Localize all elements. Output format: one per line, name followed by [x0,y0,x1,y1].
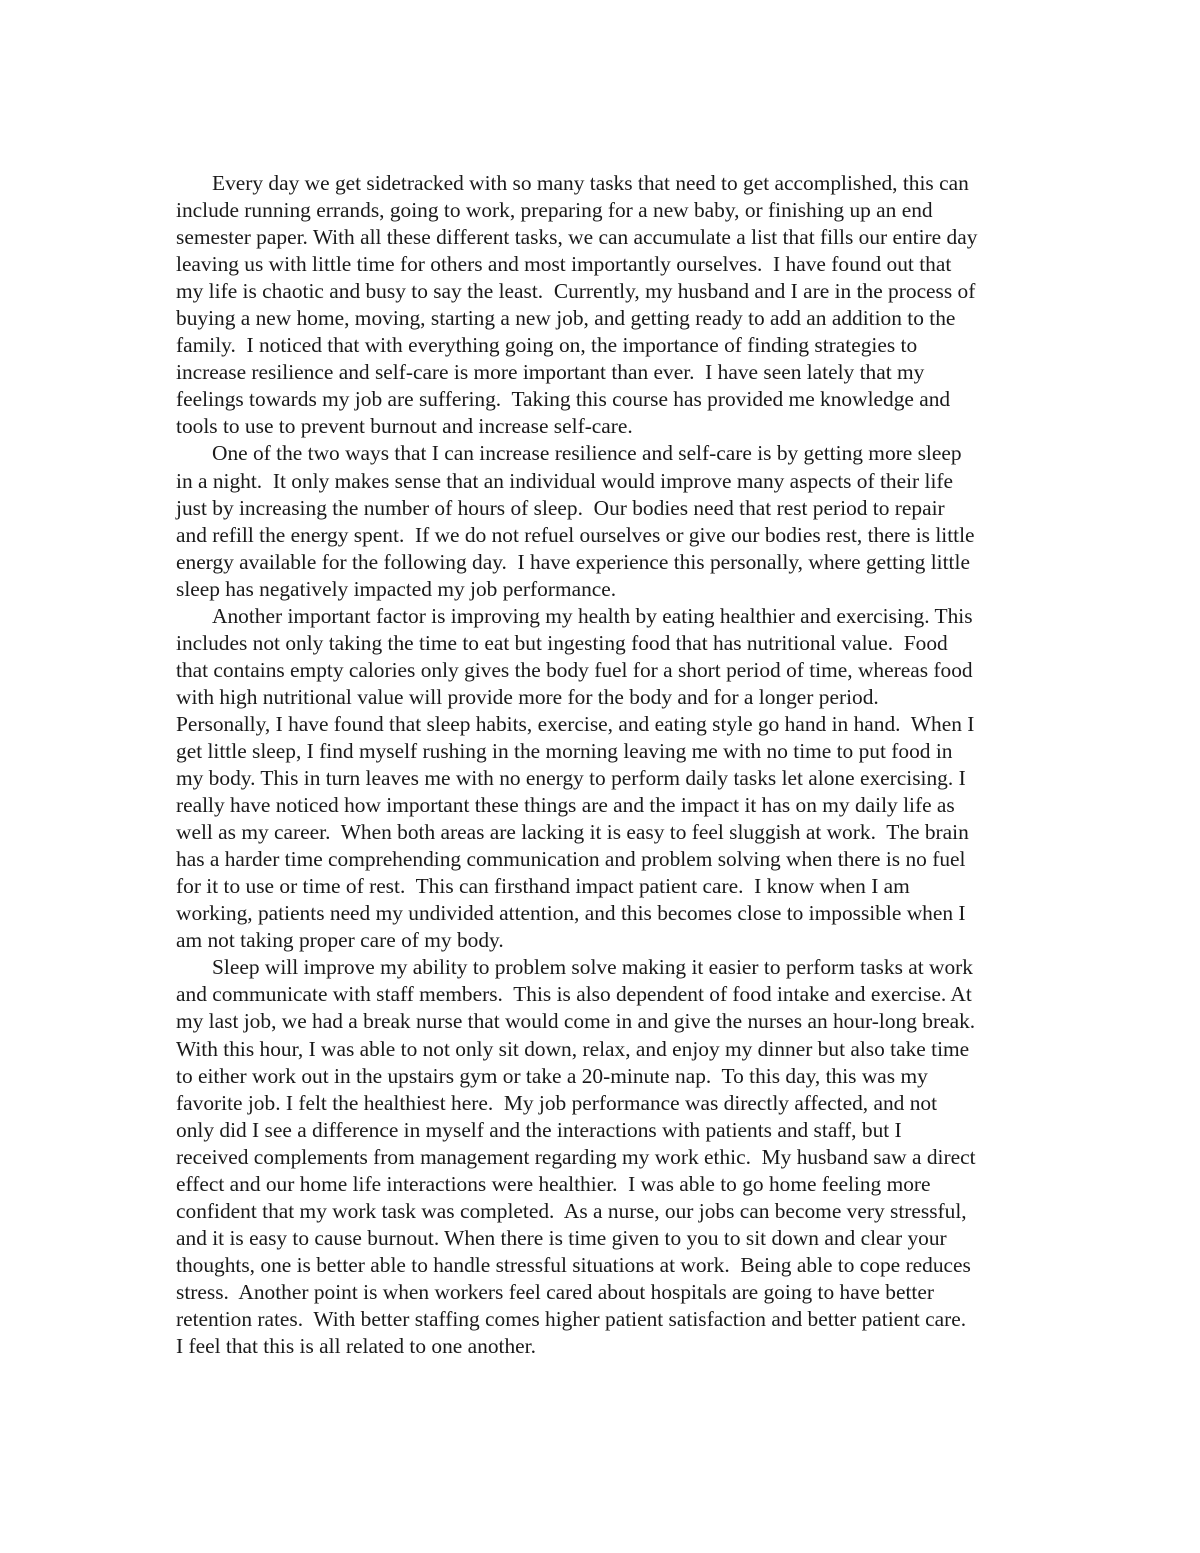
text-line: stress. Another point is when workers feel cared about hospitals are going to have better [176,1279,934,1304]
text-line: that contains empty calories only gives the body fuel for a short period of time, whereas food [176,657,973,682]
text-line: am not taking proper care of my body. [176,928,504,953]
text-line: I feel that this is all related to one another. [176,1334,536,1359]
text-line: get little sleep, I find myself rushing in the morning leaving me with no time to put food in [176,738,953,763]
document-body [176,170,1076,1360]
text-line: well as my career. When both areas are lacking it is easy to feel sluggish at work. The brain [176,820,969,845]
text-line: energy available for the following day. I have experience this personally, where getting little [176,549,970,574]
text-line: Another important factor is improving my health by eating healthier and exercising. This [212,603,973,628]
text-line: sleep has negatively impacted my job performance. [176,576,617,601]
text-line: for it to use or time of rest. This can firsthand impact patient care. I know when I am [176,874,910,899]
text-line: increase resilience and self-care is more important than ever. I have seen lately that my [176,360,925,385]
text-line: thoughts, one is better able to handle stressful situations at work. Being able to cope reduces [176,1252,971,1277]
text-line: my body. This in turn leaves me with no energy to perform daily tasks let alone exercising. I [176,766,966,791]
text-line: with high nutritional value will provide more for the body and for a longer period. [176,684,879,709]
text-line: retention rates. With better staffing comes higher patient satisfaction and better patient care. [176,1306,967,1331]
text-line: to either work out in the upstairs gym or take a 20-minute nap. To this day, this was my [176,1063,928,1088]
text-line: and refill the energy spent. If we do not refuel ourselves or give our bodies rest, there is little [176,522,975,547]
text-line: only did I see a difference in myself and the interactions with patients and staff, but I [176,1117,902,1142]
text-line: Sleep will improve my ability to problem solve making it easier to perform tasks at work [212,955,973,980]
text-line: favorite job. I felt the healthiest here. My job performance was directly affected, and not [176,1090,938,1115]
text-line: has a harder time comprehending communication and problem solving when there is no fuel [176,847,966,872]
text-line: and it is easy to cause burnout. When there is time given to you to sit down and clear your [176,1225,947,1250]
text-line: my last job, we had a break nurse that would come in and give the nurses an hour-long break. [176,1009,976,1034]
text-line: includes not only taking the time to eat but ingesting food that has nutritional value. Food [176,630,948,655]
paragraph [176,603,1076,955]
text-line: received complements from management regarding my work ethic. My husband saw a direct [176,1144,976,1169]
text-line: family. I noticed that with everything going on, the importance of finding strategies to [176,333,918,358]
text-line: in a night. It only makes sense that an individual would improve many aspects of their life [176,468,954,493]
text-line: my life is chaotic and busy to say the least. Currently, my husband and I are in the process of [176,279,976,304]
text-line: working, patients need my undivided attention, and this becomes close to impossible when I [176,901,966,926]
text-line: Every day we get sidetracked with so many tasks that need to get accomplished, this can [212,171,969,195]
text-line: confident that my work task was completed. As a nurse, our jobs can become very stressful, [176,1198,967,1223]
paragraph [176,170,1076,440]
paragraph [176,954,1076,1360]
paragraph [176,440,1076,602]
text-line: One of the two ways that I can increase resilience and self-care is by getting more sleep [212,441,962,466]
text-line: leaving us with little time for others and most importantly ourselves. I have found out that [176,252,952,277]
text-line: tools to use to prevent burnout and increase self-care. [176,414,633,439]
text-line: With this hour, I was able to not only sit down, relax, and enjoy my dinner but also take time [176,1036,970,1061]
text-line: Personally, I have found that sleep habits, exercise, and eating style go hand in hand. When I [176,711,975,736]
text-line: include running errands, going to work, preparing for a new baby, or finishing up an end [176,198,933,223]
text-line: really have noticed how important these things are and the impact it has on my daily life as [176,793,955,818]
text-line: just by increasing the number of hours of sleep. Our bodies need that rest period to repair [176,495,945,520]
text-line: buying a new home, moving, starting a new job, and getting ready to add an addition to the [176,306,956,331]
text-line: feelings towards my job are suffering. Taking this course has provided me knowledge and [176,387,951,412]
text-line: semester paper. With all these different tasks, we can accumulate a list that fills our entire day [176,225,978,250]
text-line: and communicate with staff members. This is also dependent of food intake and exercise. At [176,982,972,1007]
text-line: effect and our home life interactions were healthier. I was able to go home feeling more [176,1171,931,1196]
